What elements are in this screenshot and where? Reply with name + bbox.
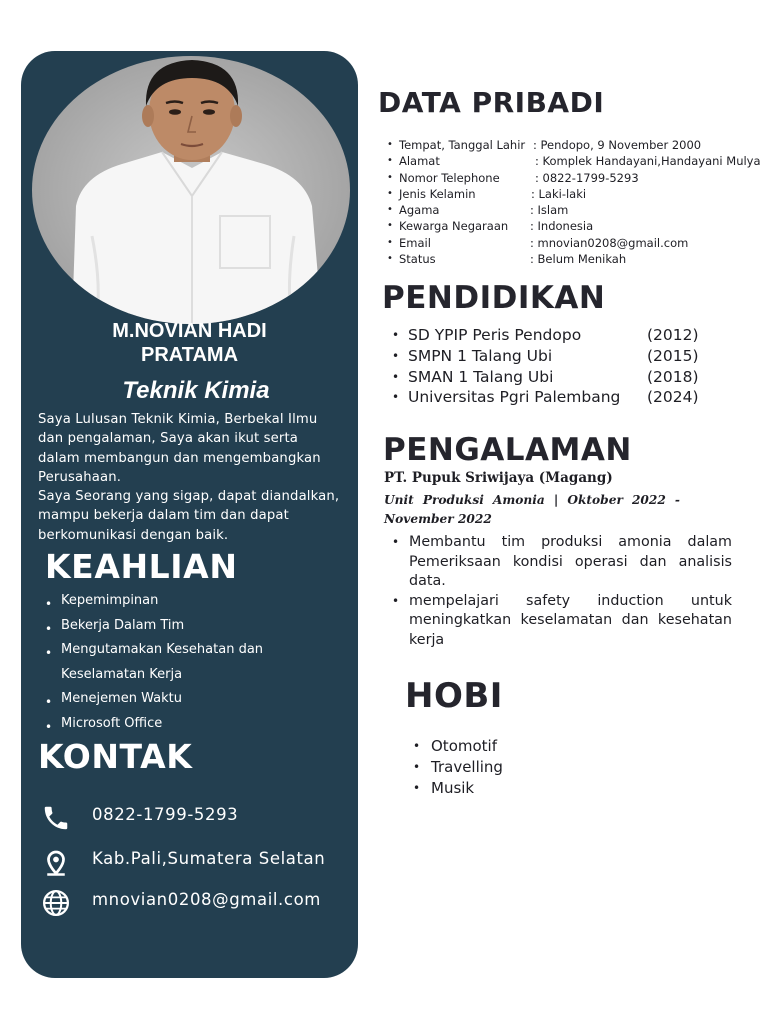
duty-item: • Membantu tim produksi amonia dalam Pemeriksaan kondisi operasi dan analisis data.: [392, 533, 732, 592]
school-year: (2018): [647, 367, 699, 386]
education-item: [392, 325, 699, 346]
personal-data-label: Alamat: [399, 154, 440, 169]
phone-icon: [41, 803, 71, 833]
personal-data-value: : 0822-1799-5293: [535, 170, 639, 185]
hobby-item: • Travelling: [413, 757, 503, 778]
profile-summary: [38, 410, 342, 545]
summary-paragraph-2: Saya Seorang yang sigap, dapat diandalkan, mampu bekerja dalam tim dan dapat berkomunikasi dengan baik.: [38, 489, 340, 543]
education-item: [392, 346, 699, 367]
personal-data-row: [387, 170, 761, 186]
personal-data-value: : Pendopo, 9 November 2000: [533, 138, 702, 152]
person-role: Teknik Kimia: [122, 377, 270, 404]
personal-data-label: Status: [399, 252, 436, 267]
personal-data-row: [387, 202, 761, 218]
school-name: SD YPIP Peris Pendopo: [408, 326, 582, 344]
contact-phone-text: 0822-1799-5293: [92, 805, 239, 824]
location-pin-icon: [41, 847, 71, 877]
duty-item: • mempelajari safety induction untuk meningkatkan keselamatan dan kesehatan kerja: [392, 592, 732, 651]
school-name: SMPN 1 Talang Ubi: [408, 346, 553, 365]
personal-data-label: Agama: [399, 203, 440, 218]
education-item: [392, 387, 699, 408]
skill-item: • Menejemen Waktu: [43, 687, 343, 712]
hobby-item: • Otomotif: [413, 736, 503, 757]
personal-data-value: : Belum Menikah: [530, 252, 627, 267]
personal-data-value: : Laki-laki: [531, 186, 587, 201]
hobbies-list: [413, 736, 503, 799]
skill-item: • Kepemimpinan: [43, 589, 343, 614]
skill-item: • Microsoft Office: [43, 712, 343, 737]
personal-data-label: Jenis Kelamin: [399, 186, 476, 201]
personal-data-value: : Indonesia: [530, 219, 594, 234]
experience-unit: Unit Produksi Amonia | Oktober 2022 - November 2022: [384, 493, 680, 526]
personal-data-row: [387, 153, 761, 169]
personal-data-row: [387, 218, 761, 234]
personal-data-label: Tempat, Tanggal Lahir: [399, 138, 526, 152]
school-year: (2015): [647, 346, 699, 365]
experience-title: PENGALAMAN: [383, 432, 632, 468]
personal-data-label: Nomor Telephone: [399, 170, 500, 185]
personal-data-value: : Komplek Handayani,Handayani Mulya: [535, 154, 761, 169]
experience-company: PT. Pupuk Sriwijaya (Magang): [384, 470, 613, 486]
school-year: (2012): [647, 326, 699, 344]
personal-data-label: Email: [399, 235, 431, 250]
personal-data-row: [387, 186, 761, 202]
education-item: [392, 367, 699, 388]
contact-title: KONTAK: [38, 737, 193, 776]
profile-sidebar: [21, 51, 358, 978]
contact-email-text: mnovian0208@gmail.com: [92, 890, 321, 909]
hobbies-title: HOBI: [405, 676, 503, 716]
school-year: (2024): [647, 388, 699, 407]
personal-data-row: [387, 137, 761, 153]
personal-data-title: DATA PRIBADI: [378, 86, 605, 119]
school-name: Universitas Pgri Palembang: [408, 388, 621, 407]
personal-data-value: : Islam: [530, 203, 569, 218]
personal-data-value: : mnovian0208@gmail.com: [530, 235, 689, 250]
personal-data-row: [387, 251, 761, 267]
summary-paragraph-1: Saya Lulusan Teknik Kimia, Berbekal Ilmu dan pengalaman, Saya akan ikut serta dalam membangun dan mengembangkan Perusahaan.: [38, 412, 321, 485]
personal-data-row: [387, 235, 761, 251]
profile-photo: [32, 56, 350, 324]
experience-duties: [392, 533, 732, 650]
school-name: SMAN 1 Talang Ubi: [408, 367, 554, 386]
contact-location-text: Kab.Pali,Sumatera Selatan: [92, 849, 326, 868]
person-name: [21, 319, 358, 367]
skill-item: • Bekerja Dalam Tim: [43, 614, 343, 639]
person-photo-illustration: [32, 56, 350, 324]
name-line: M.NOVIAN HADI PRATAMA: [112, 320, 267, 366]
education-list: [392, 325, 699, 408]
education-title: PENDIDIKAN: [382, 280, 606, 316]
skills-list: [43, 589, 343, 736]
contact-location: [41, 847, 351, 879]
contact-email: [41, 888, 351, 920]
skill-item: • Mengutamakan Kesehatan dan Keselamatan Kerja: [43, 638, 343, 687]
personal-data-list: [387, 137, 761, 267]
personal-data-label: Kewarga Negaraan: [399, 219, 509, 234]
contact-phone: [41, 803, 351, 835]
hobby-item: • Musik: [413, 778, 503, 799]
globe-icon: [41, 888, 71, 918]
skills-title: KEAHLIAN: [45, 547, 238, 586]
